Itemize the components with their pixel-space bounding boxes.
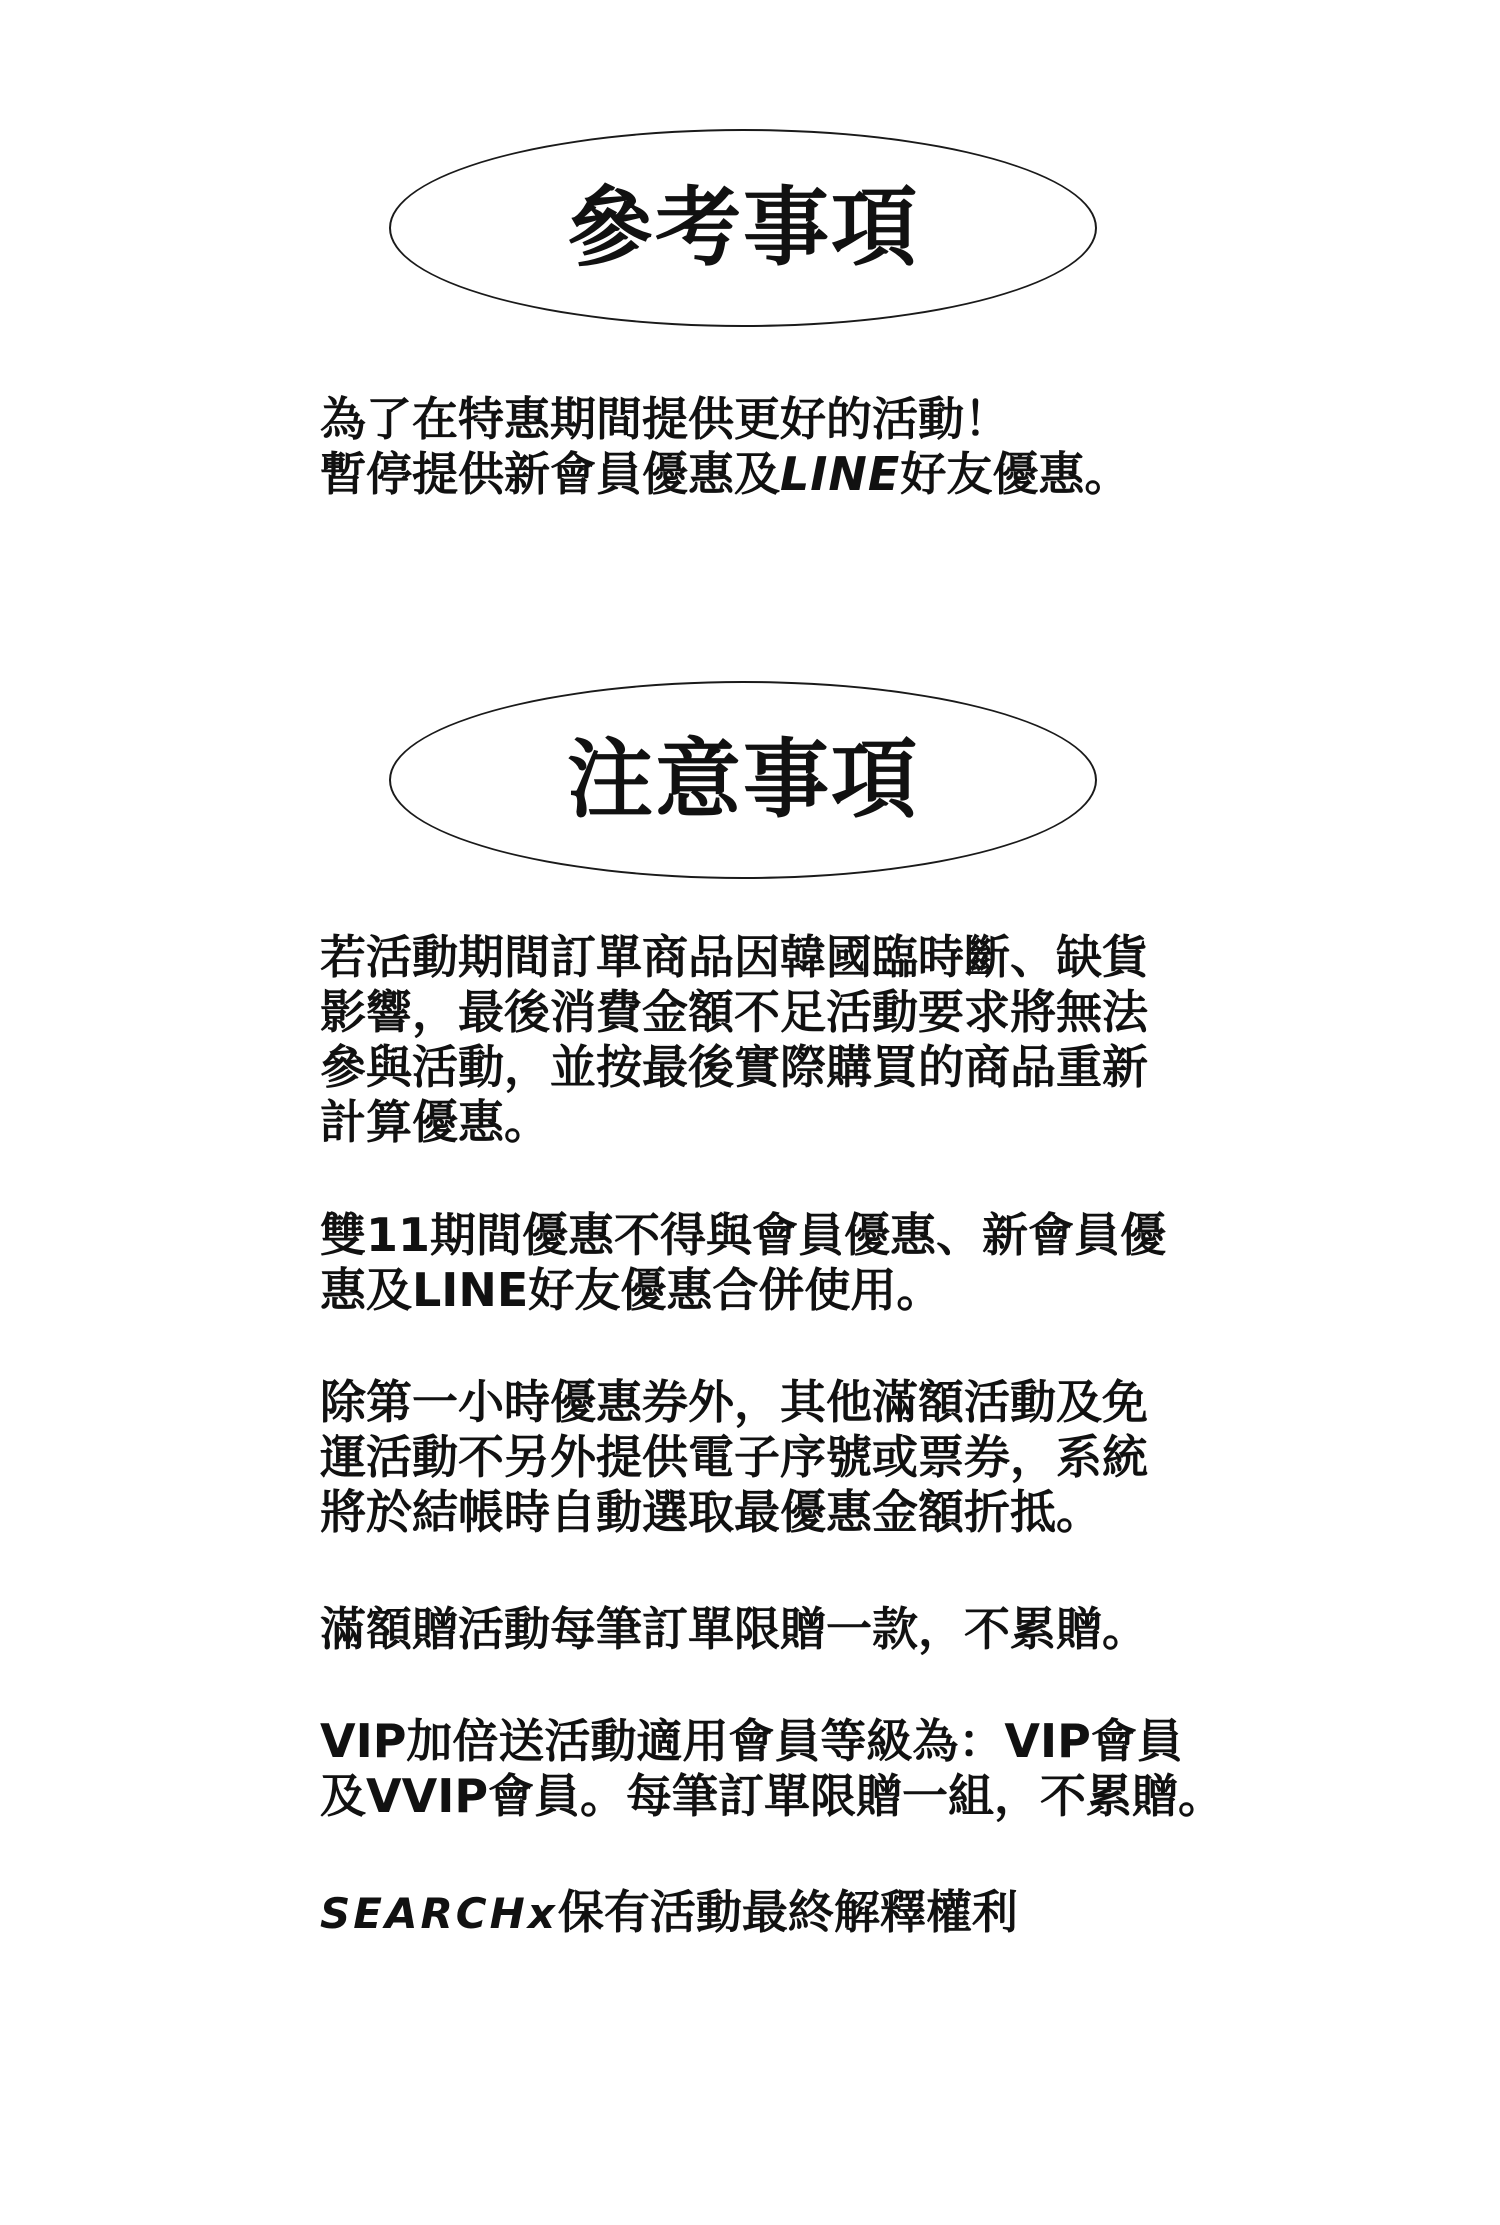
notice-paragraph-3 (320, 1375, 1200, 1540)
notice-p3-line-3: 將於結帳時自動選取最優惠金額折抵。 (320, 1485, 1102, 1539)
reference-line-2-suffix: 好友優惠。 (900, 447, 1131, 501)
notice-footer-suffix: 保有活動最終解釋權利 (557, 1885, 1018, 1939)
reference-body (320, 392, 1200, 502)
notice-paragraph-4 (320, 1602, 1200, 1657)
notice-p5-line-2: 及VVIP會員。每筆訂單限贈一組，不累贈。 (320, 1769, 1225, 1823)
notice-paragraph-5 (320, 1714, 1225, 1824)
notice-p1-line-4: 計算優惠。 (320, 1095, 550, 1149)
line-brand-text: LINE (780, 447, 901, 501)
notice-p4-line-1: 滿額贈活動每筆訂單限贈一款，不累贈。 (320, 1602, 1148, 1656)
reference-title: 參考事項 (567, 178, 919, 278)
notice-p1-line-3: 參與活動，並按最後實際購買的商品重新 (320, 1040, 1148, 1094)
reference-line-1: 為了在特惠期間提供更好的活動！ (320, 392, 1010, 446)
notice-title: 注意事項 (567, 730, 919, 830)
notice-p5-line-1: VIP加倍送活動適用會員等級為：VIP會員 (320, 1714, 1183, 1768)
notice-paragraph-2 (320, 1208, 1200, 1318)
reference-line-2-prefix: 暫停提供新會員優惠及 (320, 447, 780, 501)
notice-footer (320, 1885, 1200, 1941)
notice-p3-line-1: 除第一小時優惠券外，其他滿額活動及免 (320, 1375, 1148, 1429)
notice-heading-oval (389, 681, 1097, 879)
searchx-brand-text: SEARCHx (320, 1889, 558, 1938)
notice-footer-line (320, 1885, 1200, 1941)
notice-p2-line-1: 雙11期間優惠不得與會員優惠、新會員優 (320, 1208, 1167, 1262)
notice-p1-line-2: 影響，最後消費金額不足活動要求將無法 (320, 985, 1148, 1039)
notice-p1-line-1: 若活動期間訂單商品因韓國臨時斷、缺貨 (320, 930, 1148, 984)
reference-heading-oval (389, 129, 1097, 327)
notice-paragraph-1 (320, 930, 1200, 1150)
notice-p3-line-2: 運活動不另外提供電子序號或票券，系統 (320, 1430, 1148, 1484)
notice-p2-line-2: 惠及LINE好友優惠合併使用。 (320, 1263, 943, 1317)
reference-line-2 (320, 447, 1200, 502)
